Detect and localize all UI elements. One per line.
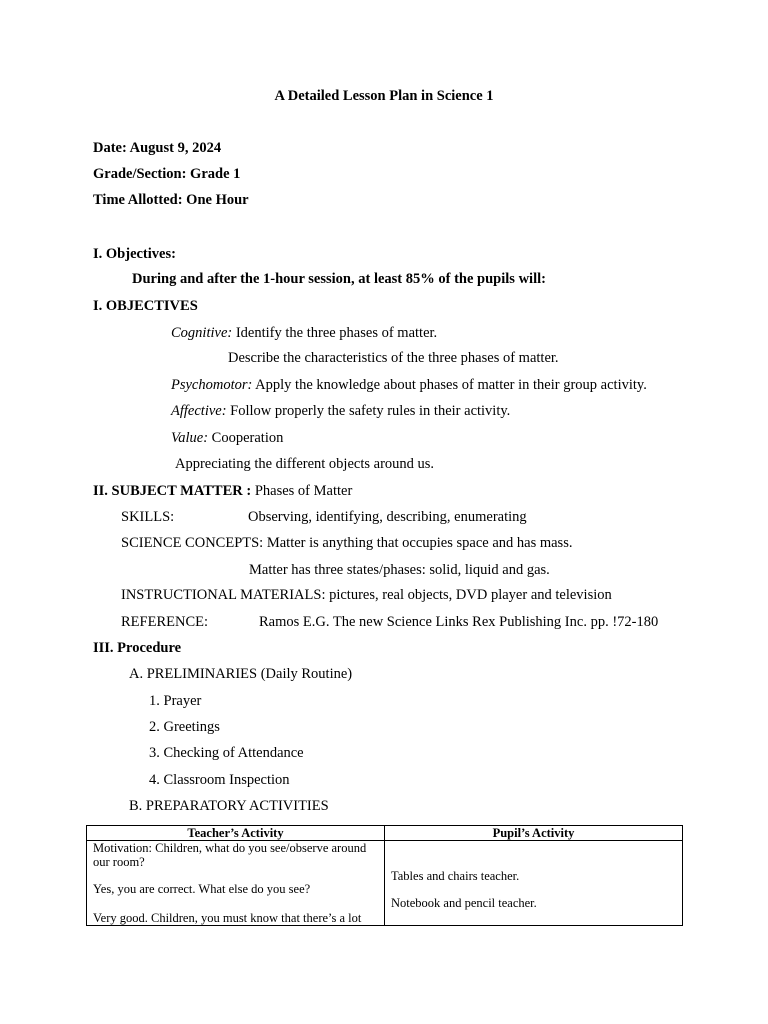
reference-text: Ramos E.G. The new Science Links Rex Publishing Inc. pp. !72-180 bbox=[259, 614, 659, 630]
subject-matter-topic: Phases of Matter bbox=[254, 483, 353, 499]
psychomotor-objective bbox=[171, 376, 647, 394]
routine-item: 2. Greetings bbox=[149, 719, 220, 735]
routine-item: 4. Classroom Inspection bbox=[149, 772, 290, 788]
time-allotted-line: Time Allotted: One Hour bbox=[93, 192, 249, 208]
value-label: Value: bbox=[171, 430, 209, 446]
psychomotor-label: Psychomotor: bbox=[171, 377, 253, 393]
cognitive-objective bbox=[171, 324, 437, 342]
preparatory-heading: B. PREPARATORY ACTIVITIES bbox=[129, 798, 329, 814]
psychomotor-text: Apply the knowledge about phases of matter in their group activity. bbox=[252, 377, 647, 393]
table-header-row bbox=[87, 826, 683, 841]
science-concepts-line bbox=[121, 534, 572, 552]
value-objective bbox=[171, 429, 283, 447]
skills-text: Observing, identifying, describing, enumerating bbox=[248, 509, 527, 525]
concepts-text-2: Matter has three states/phases: solid, liquid and gas. bbox=[249, 562, 550, 578]
affective-label: Affective: bbox=[171, 403, 227, 419]
date-line: Date: August 9, 2024 bbox=[93, 140, 222, 156]
teacher-activity-header: Teacher’s Activity bbox=[87, 826, 385, 841]
teacher-line: Very good. Children, you must know that there’s a lot bbox=[93, 911, 362, 925]
document-title: A Detailed Lesson Plan in Science 1 bbox=[274, 88, 494, 104]
value-text: Cooperation bbox=[208, 430, 284, 446]
procedure-heading: III. Procedure bbox=[93, 640, 182, 656]
cognitive-label: Cognitive: bbox=[171, 325, 233, 341]
cognitive-text: Identify the three phases of matter. bbox=[232, 325, 438, 341]
pupil-activity-header: Pupil’s Activity bbox=[385, 826, 683, 841]
objectives-heading: I. Objectives: bbox=[93, 246, 176, 262]
cognitive-objective-2: Describe the characteristics of the three phases of matter. bbox=[228, 350, 559, 366]
objectives-intro: During and after the 1-hour session, at least 85% of the pupils will: bbox=[132, 271, 546, 287]
affective-objective bbox=[171, 402, 510, 420]
teacher-activity-cell bbox=[87, 841, 385, 926]
preliminaries-heading: A. PRELIMINARIES (Daily Routine) bbox=[129, 666, 353, 682]
affective-text: Follow properly the safety rules in their activity. bbox=[226, 403, 511, 419]
pupil-line: Tables and chairs teacher. bbox=[391, 869, 520, 883]
routine-item: 3. Checking of Attendance bbox=[149, 745, 304, 761]
routine-item: 1. Prayer bbox=[149, 693, 202, 709]
pupil-activity-cell bbox=[385, 841, 683, 926]
reference-label: REFERENCE: bbox=[121, 614, 209, 630]
subject-matter-heading: II. SUBJECT MATTER : bbox=[93, 483, 255, 499]
teacher-line: Yes, you are correct. What else do you see? bbox=[93, 882, 311, 896]
instructional-materials: INSTRUCTIONAL MATERIALS: pictures, real objects, DVD player and television bbox=[121, 587, 612, 603]
value-objective-2: Appreciating the different objects around us. bbox=[175, 456, 435, 472]
activity-table bbox=[86, 825, 683, 926]
table-row bbox=[87, 841, 683, 926]
pupil-line: Notebook and pencil teacher. bbox=[391, 896, 537, 910]
objectives-heading-caps: I. OBJECTIVES bbox=[93, 298, 198, 314]
concepts-text: Matter is anything that occupies space and has mass. bbox=[263, 535, 573, 551]
teacher-line: Motivation: Children, what do you see/observe around our room? bbox=[93, 841, 367, 869]
skills-label: SKILLS: bbox=[121, 509, 175, 525]
grade-section-line: Grade/Section: Grade 1 bbox=[93, 166, 241, 182]
subject-matter-line bbox=[93, 482, 352, 500]
concepts-label: SCIENCE CONCEPTS: bbox=[121, 535, 264, 551]
